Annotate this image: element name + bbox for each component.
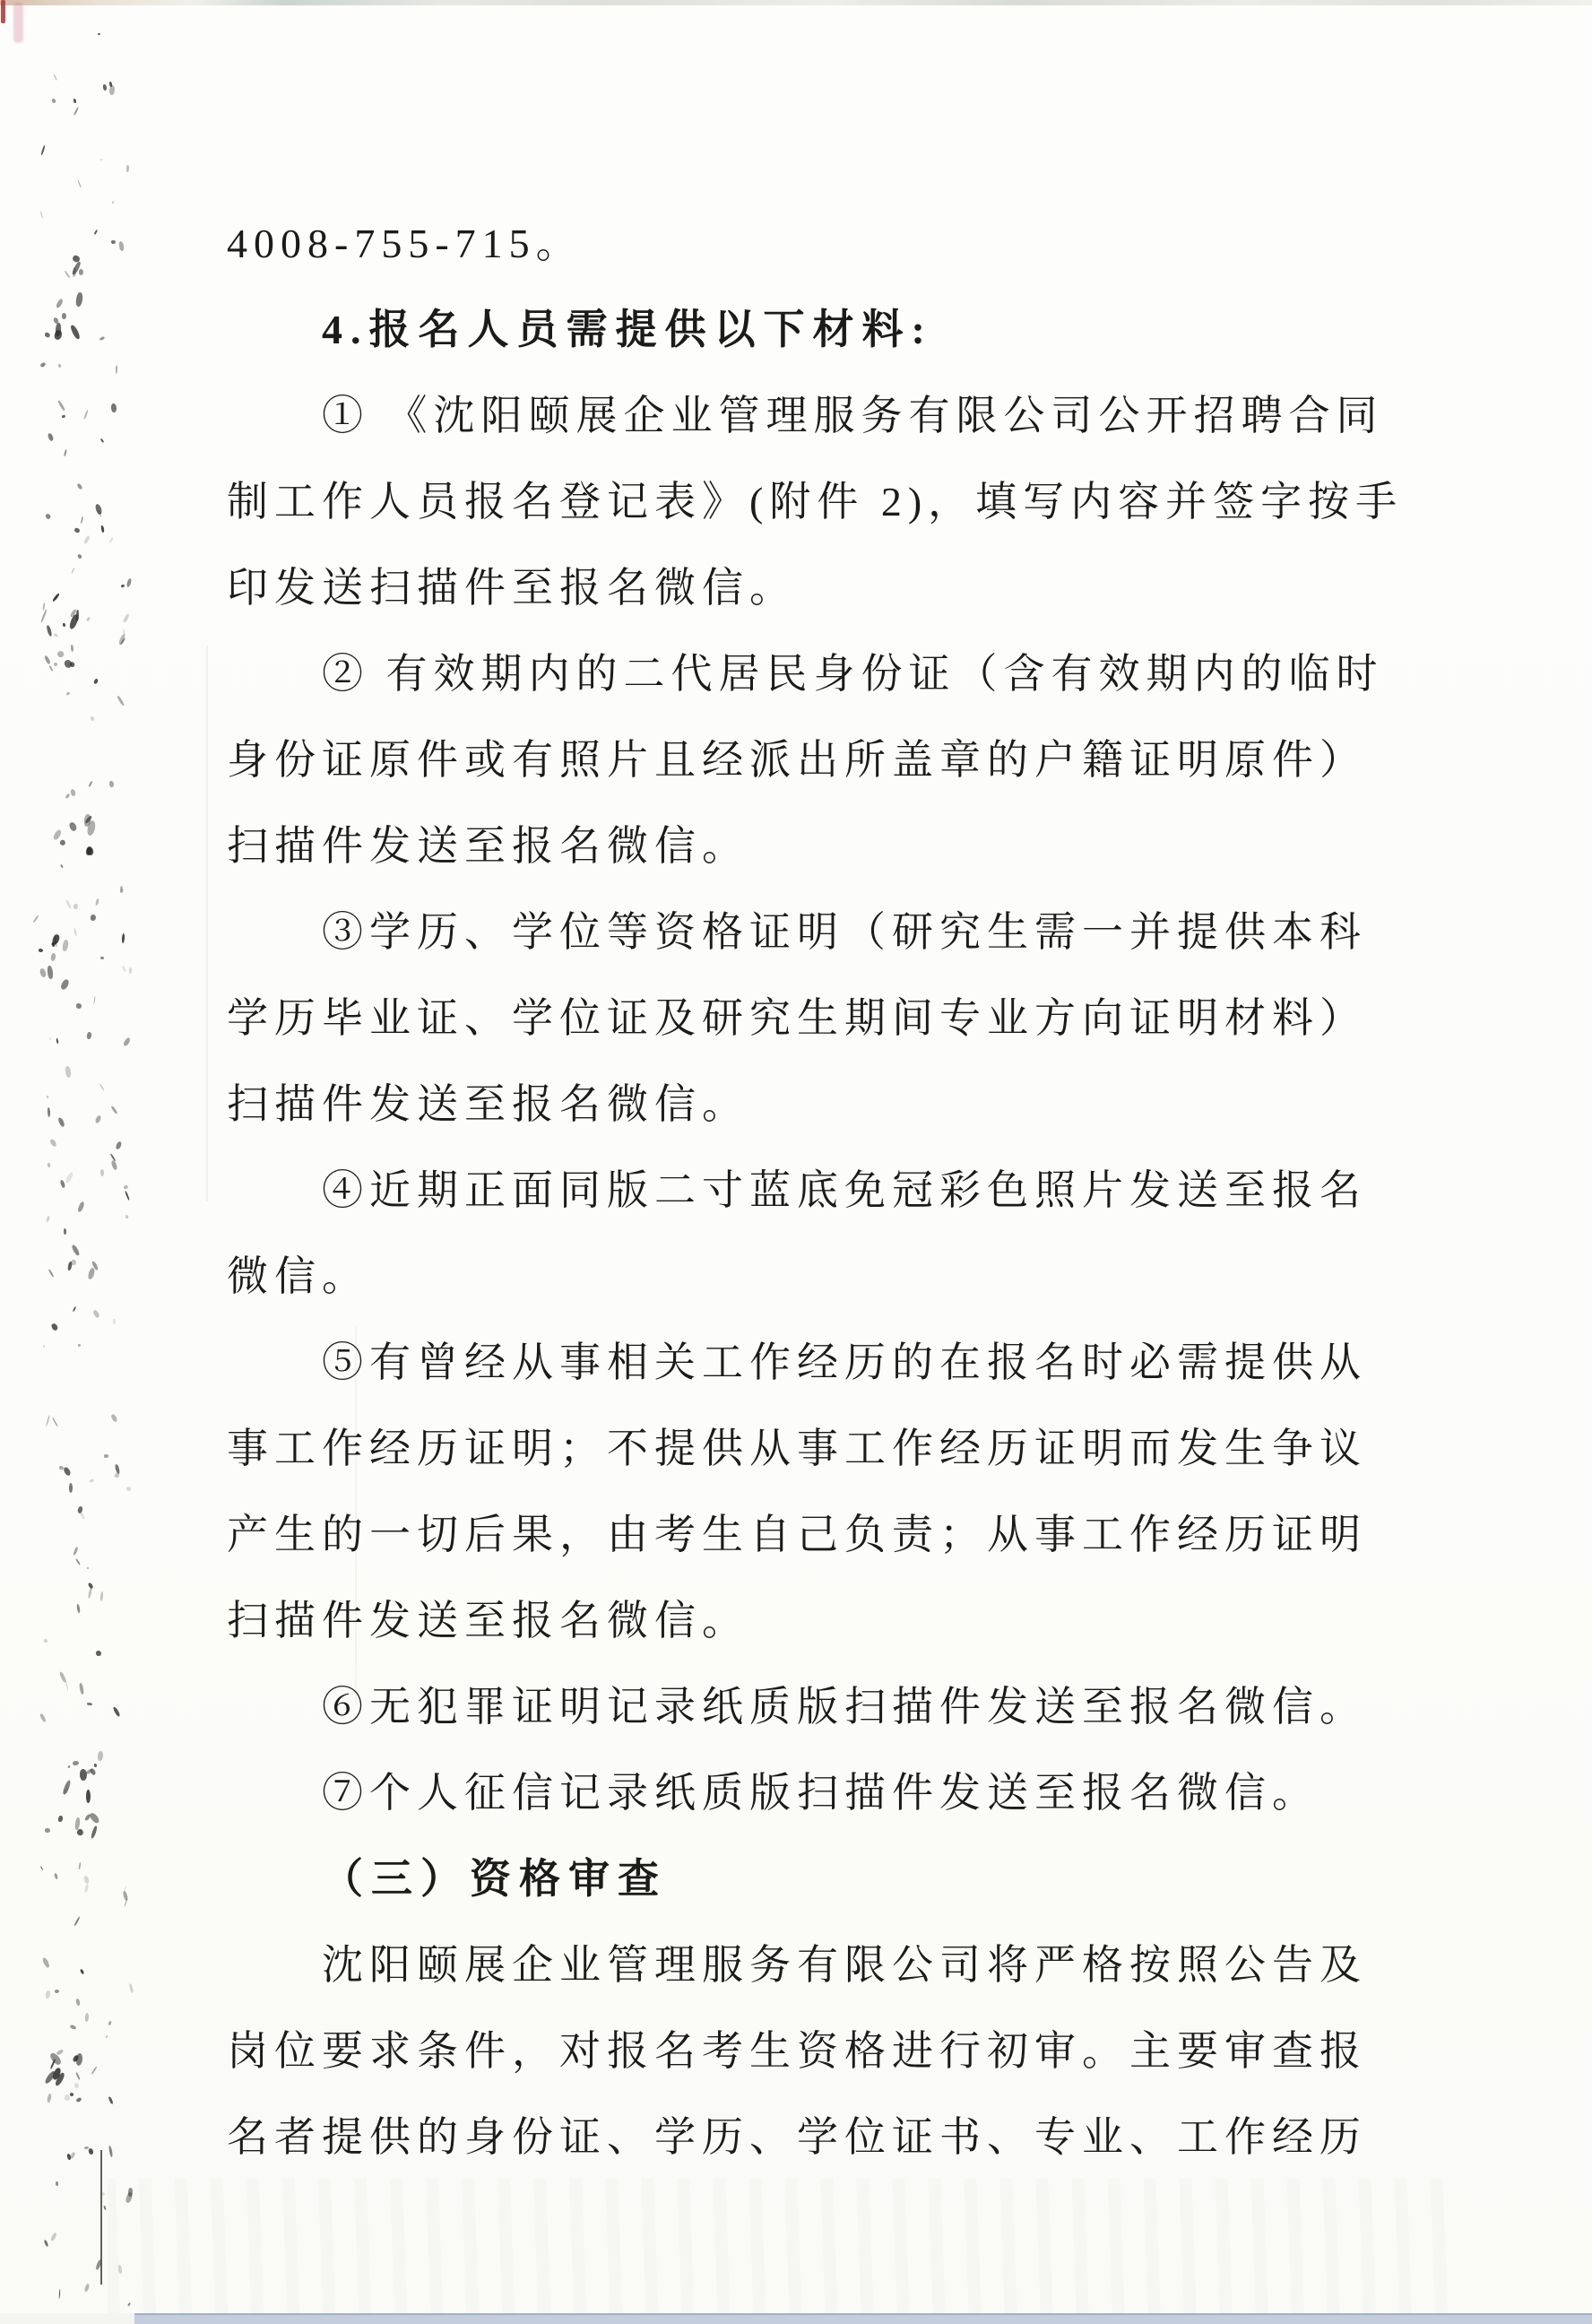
- scan-speck: [105, 2035, 108, 2039]
- scan-speck: [76, 1604, 80, 1613]
- scan-speck: [40, 1866, 43, 1870]
- scan-speck: [49, 1037, 52, 1041]
- scan-speck: [117, 695, 125, 706]
- scan-speck: [117, 634, 125, 645]
- text-line: 扫描件发送至报名微信。: [227, 1081, 749, 1127]
- scan-speck: [69, 821, 78, 832]
- scan-speck: [86, 1768, 93, 1774]
- scan-speck: [43, 2239, 48, 2246]
- scan-speck: [69, 2092, 74, 2096]
- scan-speck: [86, 845, 94, 855]
- scan-speck: [72, 255, 81, 264]
- scan-speck: [86, 1790, 91, 1803]
- scan-speck: [60, 979, 71, 992]
- scan-speck: [39, 968, 47, 978]
- scan-speck: [76, 1827, 84, 1835]
- scan-speck: [53, 329, 63, 341]
- scan-speck: [78, 1510, 85, 1520]
- scan-speck: [72, 267, 76, 278]
- scan-speck: [89, 1811, 101, 1825]
- text-line: 岗位要求条件，对报名考生资格进行初审。主要审查报: [227, 2028, 1367, 2074]
- scan-speck: [108, 537, 113, 543]
- scan-speck: [74, 928, 78, 936]
- scan-speck: [87, 1583, 93, 1590]
- scan-speck: [93, 1764, 96, 1767]
- scan-speck: [50, 2233, 57, 2242]
- text-line: 名者提供的身份证、学历、学位证书、专业、工作经历: [227, 2114, 1367, 2160]
- scan-speck: [57, 364, 61, 369]
- scan-speck: [72, 261, 82, 275]
- scan-speck: [64, 1787, 71, 1796]
- scan-speck: [68, 1483, 72, 1493]
- scan-speck: [64, 449, 67, 456]
- scan-speck: [61, 415, 65, 419]
- scan-speck: [93, 230, 98, 235]
- pink-smudge-artifact: [13, 2, 23, 43]
- scan-speck: [65, 1679, 68, 1691]
- text-line: ① 《沈阳颐展企业管理服务有限公司公开招聘合同: [322, 393, 1384, 438]
- corner-red-mark: [1, 0, 5, 23]
- scan-speck: [54, 662, 58, 666]
- scan-speck: [60, 1180, 65, 1189]
- text-line: 印发送扫描件至报名微信。: [227, 565, 797, 611]
- scan-speck: [50, 940, 57, 946]
- scan-speck: [91, 1261, 99, 1271]
- scan-speck: [102, 84, 107, 91]
- scan-speck: [111, 403, 117, 412]
- scan-speck: [124, 1898, 127, 1906]
- text-line: 身份证原件或有照片且经派出所盖章的户籍证明原件）: [227, 737, 1367, 783]
- scan-speck: [80, 1769, 87, 1781]
- scan-speck: [76, 610, 79, 621]
- scan-speck: [70, 608, 78, 617]
- scan-speck: [93, 996, 96, 1004]
- scan-speck: [100, 336, 106, 342]
- text-line: ⑦个人征信记录纸质版扫描件发送至报名微信。: [322, 1770, 1319, 1816]
- scan-speck: [57, 400, 65, 411]
- scan-speck: [122, 1891, 127, 1902]
- scan-speck: [77, 179, 82, 187]
- scan-speck: [76, 1002, 82, 1008]
- scan-speck: [51, 98, 56, 103]
- text-line: ② 有效期内的二代居民身份证（含有效期内的临时: [322, 651, 1384, 697]
- scan-speck: [88, 781, 92, 787]
- text-line: ③学历、学位等资格证明（研究生需一并提供本科: [322, 909, 1367, 955]
- scan-speck: [89, 1767, 96, 1775]
- scan-speck: [50, 2060, 56, 2070]
- scan-speck: [95, 898, 100, 906]
- scan-speck: [77, 1343, 81, 1347]
- scan-speck: [86, 1031, 91, 1039]
- scan-speck: [52, 1418, 58, 1427]
- scan-speck: [100, 957, 103, 959]
- text-line: 4008-755-715。: [227, 221, 584, 266]
- scan-speck: [78, 1862, 81, 1869]
- scan-speck: [55, 1872, 59, 1878]
- scan-speck: [62, 940, 69, 952]
- scan-speck: [71, 568, 74, 573]
- scan-speck: [91, 716, 95, 722]
- scan-speck: [48, 665, 53, 672]
- scan-speck: [89, 2147, 95, 2155]
- scan-speck: [46, 1095, 48, 1097]
- scan-speck: [61, 313, 65, 319]
- scan-speck: [56, 1038, 58, 1044]
- scan-speck: [58, 1671, 66, 1683]
- bottom-scan-bar: [134, 2313, 1592, 2324]
- scan-speck: [85, 847, 92, 856]
- scan-speck: [40, 211, 43, 219]
- scan-speck: [42, 1957, 51, 1969]
- scan-speck: [57, 1816, 63, 1823]
- scan-speck: [65, 1172, 74, 1184]
- scan-speck: [40, 609, 48, 622]
- scan-speck: [44, 655, 51, 665]
- text-line: 沈阳颐展企业管理服务有限公司将严格按照公告及: [322, 1942, 1367, 1988]
- scan-speck: [66, 2154, 72, 2161]
- scan-speck: [72, 2054, 80, 2063]
- scan-speck: [95, 504, 103, 516]
- scan-speck: [121, 584, 125, 587]
- scan-speck: [119, 889, 125, 894]
- scan-speck: [109, 82, 113, 87]
- scan-speck: [110, 1106, 117, 1114]
- scan-speck: [114, 1464, 119, 1475]
- scan-speck: [108, 2146, 113, 2157]
- scan-speck: [75, 2053, 83, 2066]
- scan-speck: [85, 2013, 90, 2022]
- scan-speck: [40, 145, 45, 155]
- text-line: ⑥无犯罪证明记录纸质版扫描件发送至报名微信。: [322, 1684, 1367, 1730]
- scan-speck: [79, 269, 84, 275]
- scan-speck: [76, 2072, 81, 2080]
- scan-speck: [43, 2070, 56, 2085]
- scan-speck: [112, 1705, 121, 1716]
- scan-speck: [64, 1228, 67, 1235]
- scan-speck: [63, 1466, 72, 1477]
- scan-speck: [123, 1037, 132, 1047]
- scan-speck: [53, 317, 59, 324]
- scan-speck: [104, 1454, 108, 1458]
- text-line: 扫描件发送至报名微信。: [227, 823, 749, 869]
- scan-speck: [56, 2181, 59, 2185]
- scan-speck: [69, 613, 80, 629]
- scan-speck: [85, 815, 93, 824]
- scan-speck: [70, 1259, 77, 1266]
- scan-speck: [55, 1989, 60, 1993]
- scan-speck: [100, 158, 102, 160]
- scan-speck: [57, 1116, 65, 1127]
- scan-speck: [52, 829, 62, 841]
- scan-speck: [45, 1828, 50, 1833]
- scan-speck: [100, 1083, 105, 1090]
- scan-speck: [115, 1140, 122, 1149]
- scan-speck: [73, 99, 76, 104]
- scan-speck: [92, 1310, 100, 1319]
- scan-speck: [97, 1751, 103, 1762]
- scan-speck: [64, 270, 70, 278]
- scan-speck: [55, 323, 61, 337]
- scan-speck: [47, 432, 54, 441]
- scan-speck: [129, 967, 132, 974]
- scan-speck: [50, 953, 56, 962]
- scan-speck: [74, 1817, 81, 1830]
- scan-speck: [43, 1345, 46, 1348]
- scan-speck: [56, 299, 65, 309]
- scan-speck: [100, 525, 104, 532]
- text-line: 产生的一切后果，由考生自己负责；从事工作经历证明: [227, 1512, 1367, 1557]
- scan-speck: [59, 2289, 61, 2299]
- fold-line-artifact: [206, 646, 208, 1201]
- scan-speck: [48, 1269, 54, 1277]
- scan-speck: [113, 1318, 116, 1323]
- scan-speck: [47, 2093, 52, 2102]
- scan-speck: [51, 933, 61, 945]
- scan-speck: [40, 361, 47, 367]
- scan-speck: [122, 965, 126, 972]
- scan-speck: [118, 240, 125, 250]
- text-line: 微信。: [227, 1253, 369, 1299]
- scan-speck: [56, 650, 65, 658]
- scan-speck: [43, 1638, 48, 1643]
- scan-speck: [86, 819, 96, 836]
- scan-speck: [71, 1244, 80, 1256]
- scan-speck: [68, 1765, 71, 1768]
- scan-speck: [46, 625, 53, 637]
- scan-speck: [80, 1968, 84, 1973]
- scan-speck: [110, 1413, 118, 1423]
- text-line: ④近期正面同版二寸蓝底免冠彩色照片发送至报名: [322, 1167, 1367, 1213]
- scan-speck: [100, 438, 104, 443]
- scan-speck: [69, 2152, 76, 2160]
- scan-speck: [75, 1559, 81, 1566]
- scan-speck: [111, 1159, 118, 1170]
- scan-speck: [62, 1779, 72, 1795]
- scan-speck: [126, 578, 133, 588]
- scan-speck: [123, 1184, 128, 1190]
- scan-speck: [77, 554, 82, 560]
- scan-speck: [65, 2094, 70, 2101]
- scan-speck: [120, 637, 126, 646]
- scan-speck: [83, 813, 91, 827]
- scan-speck: [39, 1713, 47, 1723]
- scan-speck: [122, 933, 125, 944]
- scan-speck: [93, 679, 100, 686]
- scan-speck: [45, 513, 51, 519]
- scan-speck: [87, 1702, 92, 1704]
- scan-speck: [123, 1886, 126, 1893]
- text-line: （三）资格审查: [322, 1856, 667, 1902]
- scan-speck: [83, 535, 91, 544]
- scan-speck: [109, 85, 116, 95]
- scan-speck: [44, 332, 50, 338]
- scan-speck: [128, 1983, 134, 1994]
- scan-speck: [77, 1505, 83, 1513]
- scan-speck: [73, 1547, 79, 1556]
- scan-speck: [33, 915, 40, 923]
- scan-speck: [69, 2024, 76, 2030]
- scan-speck: [51, 2067, 62, 2080]
- text-line: 4.报名人员需提供以下材料:: [322, 307, 933, 352]
- scan-speck: [72, 1760, 79, 1765]
- scan-speck: [65, 793, 71, 798]
- scan-speck: [54, 633, 58, 637]
- scan-speck: [100, 1169, 103, 1176]
- scan-speck: [103, 2205, 106, 2209]
- scan-speck: [112, 201, 115, 204]
- scan-speck: [55, 934, 58, 947]
- scan-speck: [115, 365, 117, 374]
- scan-speck: [111, 240, 117, 245]
- scan-speck: [59, 1466, 64, 1470]
- scan-speck: [82, 516, 84, 524]
- scan-speck: [98, 33, 100, 36]
- scan-speck: [96, 1651, 101, 1656]
- scan-speck: [46, 1415, 50, 1426]
- scan-speck: [51, 1322, 59, 1331]
- scan-speck: [55, 2072, 66, 2087]
- scan-speck: [83, 410, 88, 419]
- scan-speck: [108, 780, 113, 787]
- scan-speck: [86, 1566, 89, 1569]
- scan-speck: [76, 482, 82, 490]
- scan-speck: [74, 1916, 81, 1926]
- scan-speck: [53, 74, 56, 81]
- scan-speck: [59, 839, 66, 846]
- scan-speck: [75, 291, 83, 307]
- text-line: ⑤有曾经从事相关工作经历的在报名时必需提供从: [322, 1340, 1367, 1385]
- scan-speck: [91, 1825, 99, 1840]
- scan-speck: [52, 942, 55, 947]
- scan-speck: [47, 1107, 50, 1117]
- scan-speck: [73, 903, 78, 909]
- scan-speck: [46, 1216, 50, 1223]
- scan-speck: [84, 1884, 89, 1894]
- scan-speck: [83, 2284, 89, 2293]
- scan-speck: [74, 527, 80, 533]
- scan-speck: [98, 509, 102, 517]
- scan-speck: [45, 1990, 50, 1999]
- scan-speck: [71, 645, 74, 653]
- scan-speck: [84, 2146, 89, 2150]
- scan-speck: [42, 603, 46, 611]
- scan-speck: [48, 965, 54, 978]
- scan-speck: [124, 629, 126, 637]
- scan-speck: [69, 325, 80, 341]
- scan-speck: [72, 1306, 75, 1312]
- scan-speck: [52, 593, 60, 602]
- scan-speck: [75, 1998, 81, 2005]
- scan-speck: [125, 1215, 129, 1218]
- scan-speck: [39, 949, 43, 952]
- scan-speck: [83, 1876, 90, 1885]
- scan-speck: [109, 1153, 116, 1161]
- scan-speck: [87, 1587, 92, 1599]
- scan-speck: [62, 622, 65, 627]
- scan-speck: [69, 661, 75, 667]
- scan-speck: [125, 1191, 129, 1201]
- scan-speck: [123, 613, 131, 623]
- scan-speck: [64, 659, 73, 669]
- scan-speck: [48, 1162, 51, 1166]
- text-line: 扫描件发送至报名微信。: [227, 1598, 749, 1643]
- scan-speck: [74, 107, 79, 116]
- scan-speck: [125, 1486, 132, 1492]
- scan-speck: [95, 1115, 103, 1125]
- scan-speck: [90, 915, 96, 922]
- scan-speck: [56, 2049, 65, 2056]
- scan-speck: [79, 1683, 84, 1695]
- scan-speck: [76, 2096, 82, 2103]
- text-line: 事工作经历证明；不提供从事工作经历证明而发生争议: [227, 1426, 1367, 1471]
- text-line: 制工作人员报名登记表》(附件 2)，填写内容并签字按手: [227, 479, 1404, 525]
- scan-speck: [120, 886, 123, 893]
- scan-speck: [70, 788, 76, 796]
- scan-speck: [49, 1138, 57, 1148]
- bottom-mottle-artifact: [108, 2179, 1452, 2313]
- top-edge-scan-line: [0, 0, 1592, 5]
- document-body: [227, 201, 1482, 2181]
- scan-speck: [108, 2095, 114, 2103]
- scan-speck: [91, 2066, 97, 2074]
- scan-speck: [65, 899, 73, 909]
- text-line: 学历毕业证、学位证及研究生期间专业方向证明材料）: [227, 995, 1367, 1041]
- scan-speck: [67, 1261, 73, 1270]
- bottom-corner-gap: [0, 2313, 134, 2324]
- scan-speck: [65, 692, 70, 697]
- scan-speck: [87, 1267, 96, 1279]
- scan-speck: [49, 2051, 63, 2066]
- scan-speck: [60, 864, 64, 869]
- vertical-scratch-artifact: [100, 2150, 102, 2285]
- scan-speck: [74, 2082, 80, 2088]
- scan-speck: [114, 1472, 120, 1479]
- scan-speck: [126, 164, 129, 171]
- scan-noise-band: [0, 0, 143, 2324]
- scan-speck: [65, 1066, 72, 1078]
- scan-speck: [89, 1479, 94, 1484]
- scan-speck: [84, 1813, 91, 1820]
- scan-speck: [86, 617, 91, 622]
- scan-speck: [108, 2020, 113, 2025]
- scan-speck: [100, 1591, 103, 1601]
- scan-speck: [77, 1201, 85, 1213]
